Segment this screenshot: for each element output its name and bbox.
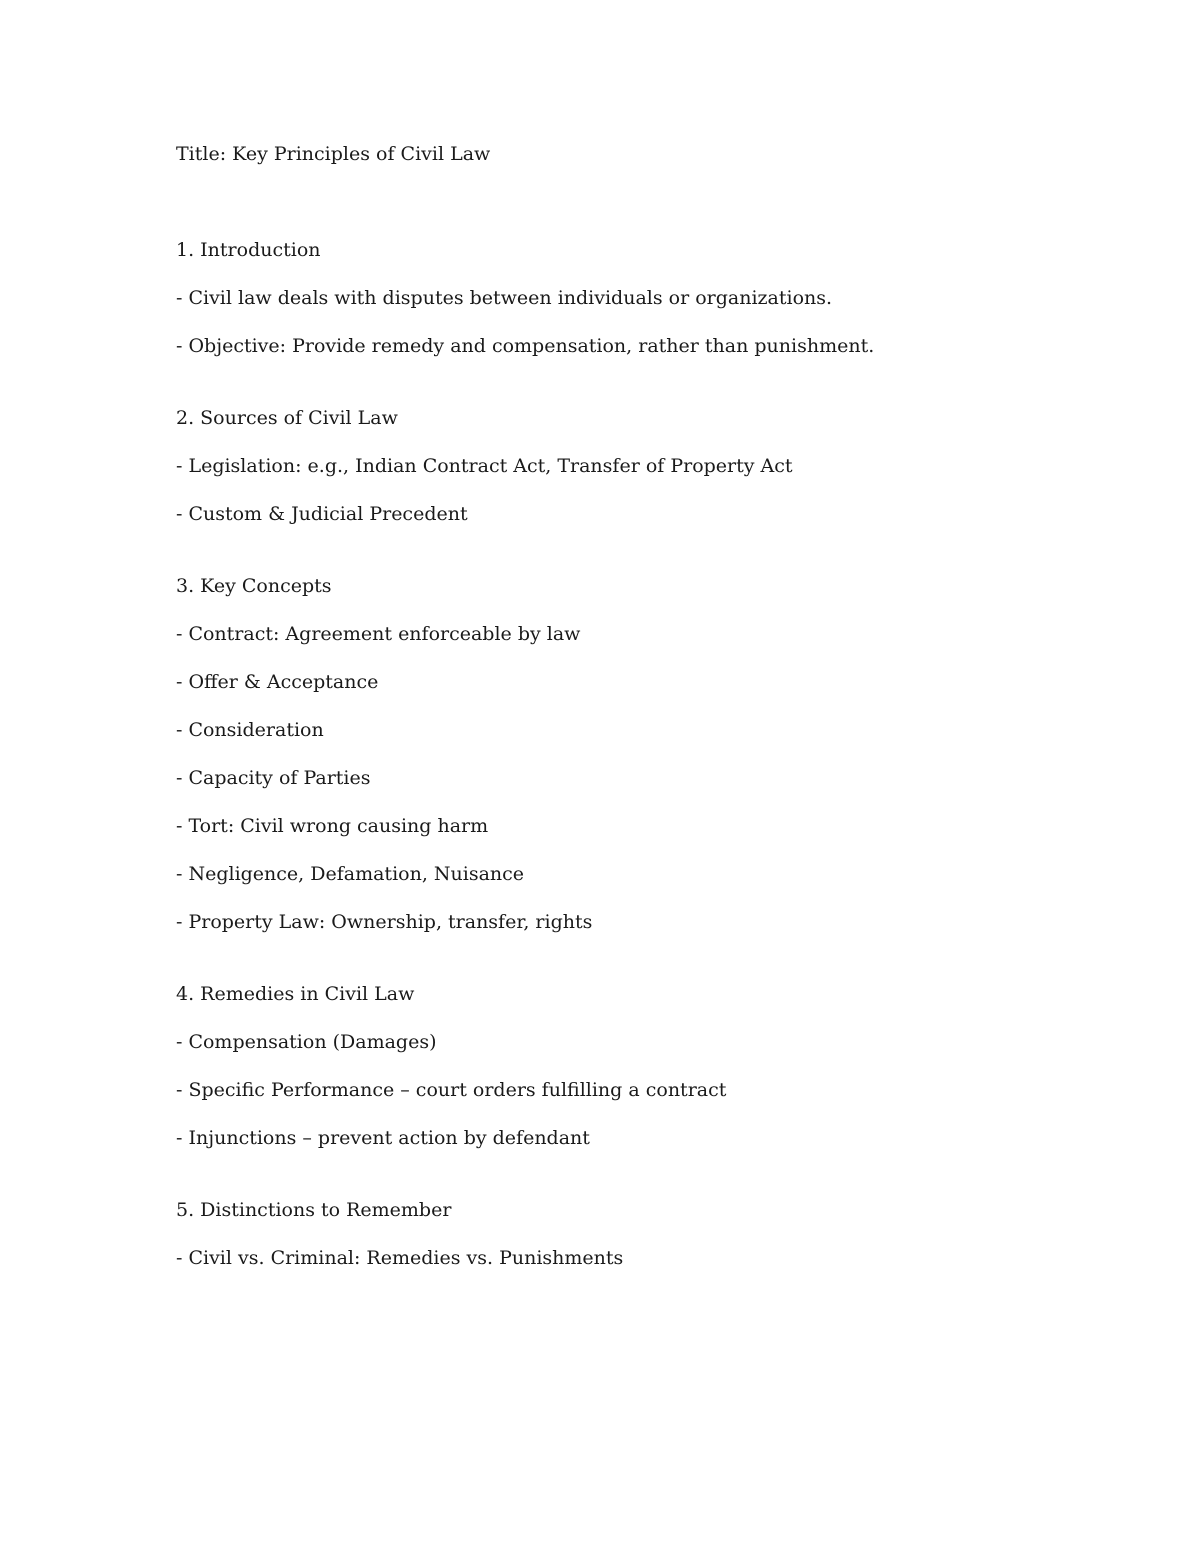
list-item: - Custom & Judicial Precedent	[176, 503, 468, 525]
document-title: Title: Key Principles of Civil Law	[176, 143, 491, 165]
list-item: - Consideration	[176, 719, 324, 741]
section-remedies	[176, 982, 1076, 1150]
section-heading: 1. Introduction	[176, 239, 321, 261]
list-item: - Contract: Agreement enforceable by law	[176, 623, 581, 645]
list-item: - Property Law: Ownership, transfer, rights	[176, 911, 593, 933]
section-key-concepts	[176, 574, 1076, 934]
section-distinctions	[176, 1198, 1076, 1270]
section-heading: 5. Distinctions to Remember	[176, 1199, 452, 1221]
document-body	[176, 142, 1076, 1270]
list-item: - Objective: Provide remedy and compensation, rather than punishment.	[176, 335, 875, 357]
list-item: - Injunctions – prevent action by defendant	[176, 1127, 590, 1149]
list-item: - Civil vs. Criminal: Remedies vs. Punishments	[176, 1247, 624, 1269]
list-item: - Negligence, Defamation, Nuisance	[176, 863, 525, 885]
list-item: - Legislation: e.g., Indian Contract Act, Transfer of Property Act	[176, 455, 793, 477]
section-heading: 4. Remedies in Civil Law	[176, 983, 415, 1005]
section-heading: 3. Key Concepts	[176, 575, 332, 597]
list-item: - Tort: Civil wrong causing harm	[176, 815, 489, 837]
list-item: - Offer & Acceptance	[176, 671, 379, 693]
section-introduction	[176, 238, 1076, 358]
list-item: - Capacity of Parties	[176, 767, 371, 789]
section-heading: 2. Sources of Civil Law	[176, 407, 398, 429]
list-item: - Compensation (Damages)	[176, 1031, 437, 1053]
list-item: - Specific Performance – court orders fulfilling a contract	[176, 1079, 727, 1101]
section-sources	[176, 406, 1076, 526]
list-item: - Civil law deals with disputes between individuals or organizations.	[176, 287, 833, 309]
